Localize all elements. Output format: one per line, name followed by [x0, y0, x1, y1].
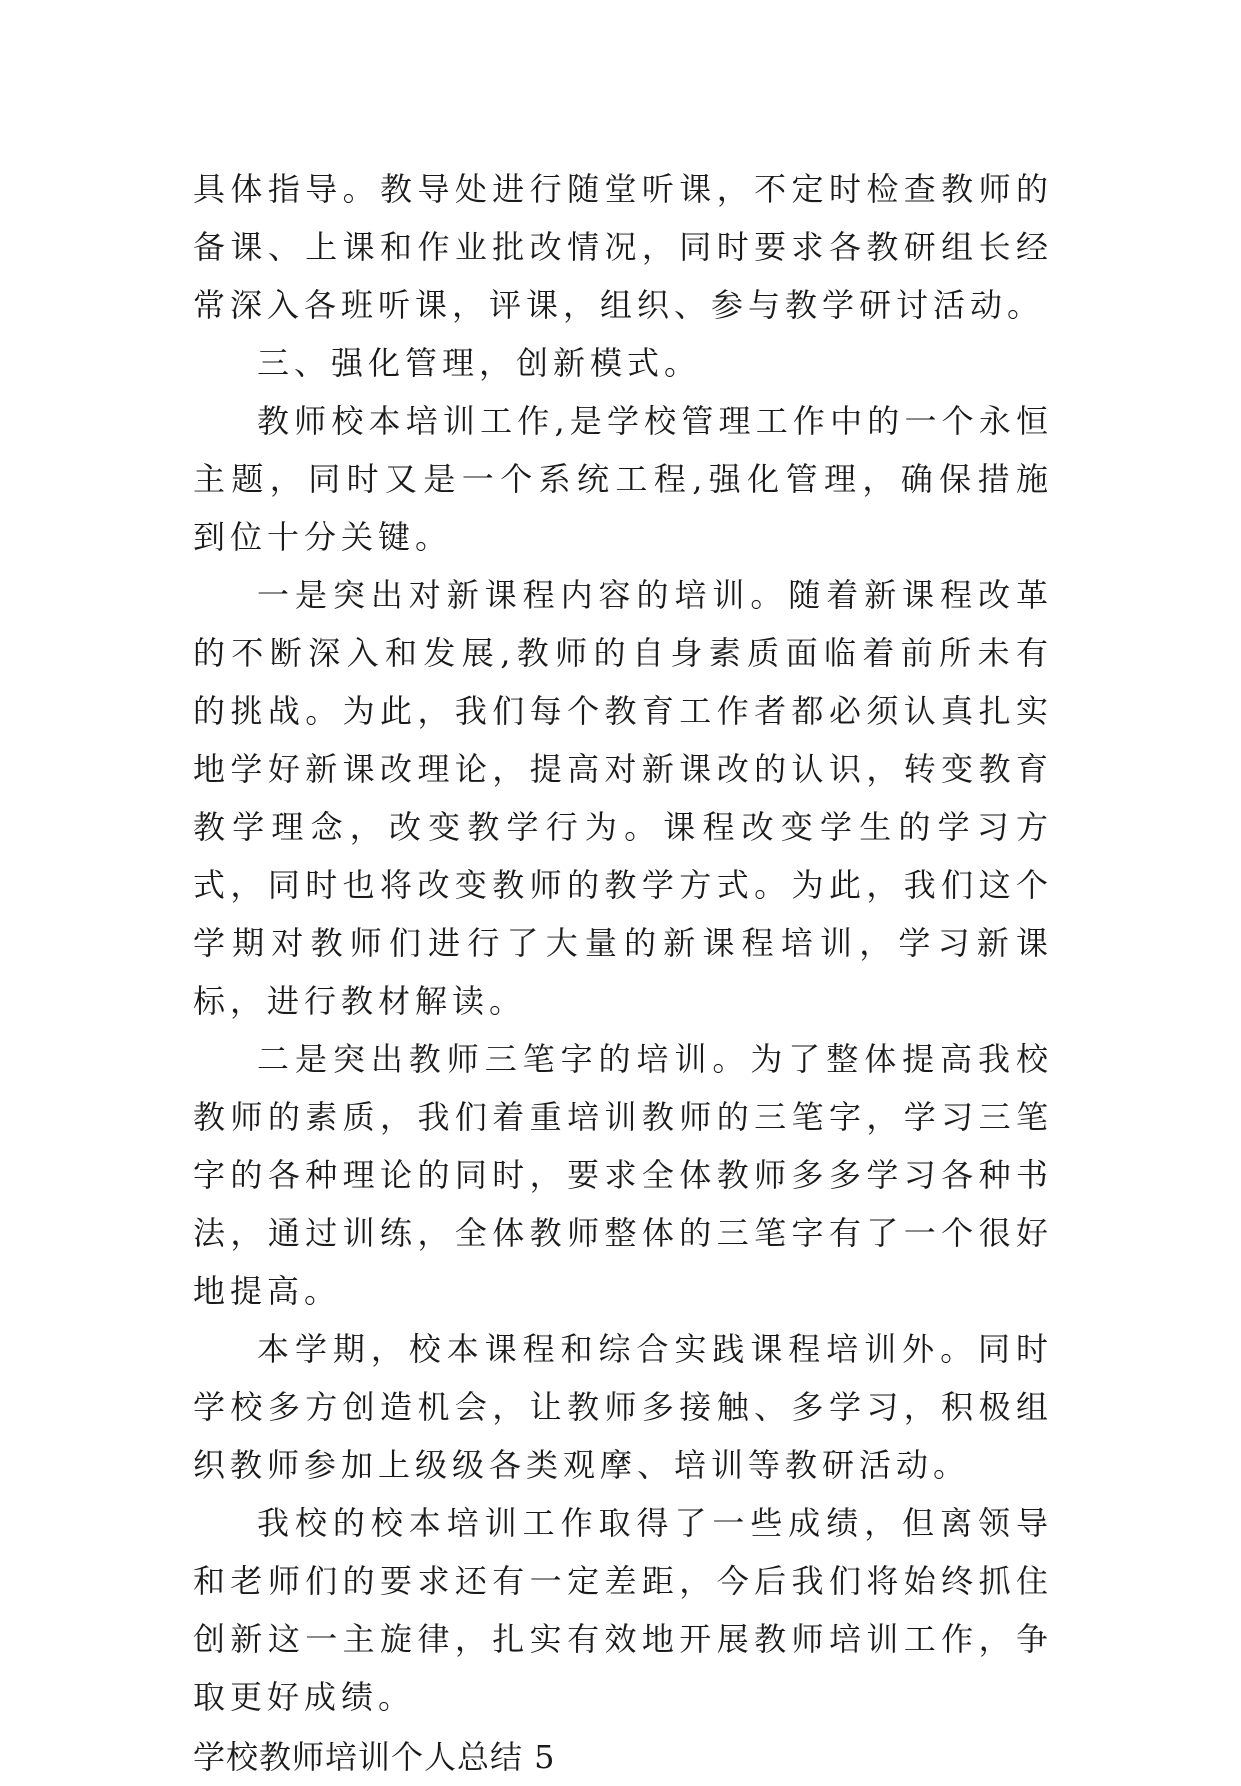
document-body — [193, 160, 1053, 1786]
paragraph-continuation: 具体指导。教导处进行随堂听课，不定时检查教师的备课、上课和作业批改情况，同时要求各教研组长经常深入各班听课，评课，组织、参与教学研讨活动。 — [193, 170, 1053, 324]
paragraph-management: 教师校本培训工作,是学校管理工作中的一个永恒主题，同时又是一个系统工程,强化管理，确保措施到位十分关键。 — [193, 402, 1053, 556]
paragraph-new-curriculum: 一是突出对新课程内容的培训。随着新课程改革的不断深入和发展,教师的自身素质面临着前所未有的挑战。为此，我们每个教育工作者都必须认真扎实地学好新课改理论，提高对新课改的认识，转变教育教学理念，改变教学行为。课程改变学生的学习方式，同时也将改变教师的教学方式。为此，我们这个学期对教师们进行了大量的新课程培训，学习新课标，进行教材解读。 — [193, 576, 1053, 1020]
paragraph-this-semester: 本学期，校本课程和综合实践课程培训外。同时学校多方创造机会，让教师多接触、多学习，积极组织教师参加上级级各类观摩、培训等教研活动。 — [193, 1330, 1053, 1484]
paragraph-section-title: 三、强化管理，创新模式。 — [257, 344, 702, 382]
paragraph-calligraphy: 二是突出教师三笔字的培训。为了整体提高我校教师的素质，我们着重培训教师的三笔字，学习三笔字的各种理论的同时，要求全体教师多多学习各种书法，通过训练，全体教师整体的三笔字有了一个很好地提高。 — [193, 1040, 1053, 1310]
section-heading: 学校教师培训个人总结 5 — [193, 1738, 556, 1776]
paragraph-conclusion: 我校的校本培训工作取得了一些成绩，但离领导和老师们的要求还有一定差距，今后我们将始终抓住创新这一主旋律，扎实有效地开展教师培训工作，争取更好成绩。 — [193, 1504, 1053, 1716]
